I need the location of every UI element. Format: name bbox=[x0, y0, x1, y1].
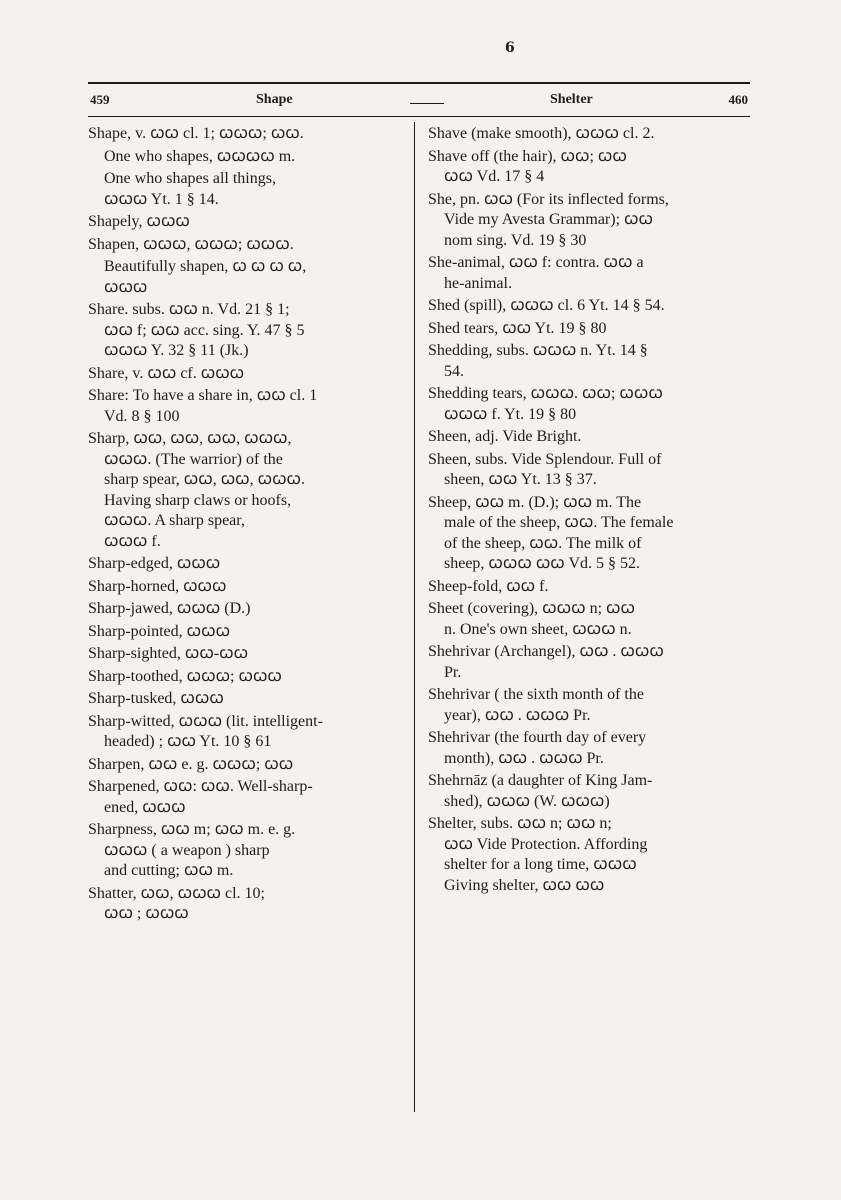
entry-line: Sharp-jawed, ꞷꞷꞷ (D.) bbox=[88, 600, 251, 617]
entry-line: Shehrnāz (a daughter of King Jam- bbox=[428, 772, 653, 789]
dictionary-entry bbox=[428, 147, 744, 188]
dictionary-entry bbox=[88, 169, 406, 210]
left-column bbox=[88, 124, 406, 927]
dictionary-entry bbox=[88, 689, 406, 710]
entry-line: Sheen, subs. Vide Splendour. Full of bbox=[428, 450, 662, 468]
dictionary-entry bbox=[428, 642, 744, 683]
right-column bbox=[428, 124, 744, 898]
entry-line: ꞷꞷ Vd. 17 § 4 bbox=[444, 168, 545, 185]
dictionary-entry bbox=[88, 124, 406, 145]
dictionary-entry bbox=[88, 364, 406, 385]
entry-line: sheen, ꞷꞷ Yt. 13 § 37. bbox=[444, 471, 597, 488]
dictionary-entry bbox=[88, 235, 406, 256]
entry-line: sharp spear, ꞷꞷ, ꞷꞷ, ꞷꞷꞷ. bbox=[104, 471, 306, 488]
entry-line: Shedding tears, ꞷꞷꞷ. ꞷꞷ; ꞷꞷꞷ bbox=[428, 385, 663, 402]
dictionary-entry bbox=[428, 341, 744, 382]
entry-line: One who shapes, ꞷꞷꞷꞷ m. bbox=[104, 147, 296, 165]
entry-line: Vide my Avesta Grammar); ꞷꞷ bbox=[444, 211, 653, 228]
dictionary-entry bbox=[428, 450, 744, 491]
entry-line: Sharpen, ꞷꞷ e. g. ꞷꞷꞷ; ꞷꞷ bbox=[88, 755, 294, 773]
dictionary-entry bbox=[88, 429, 406, 552]
entry-line: male of the sheep, ꞷꞷ. The female bbox=[444, 514, 674, 531]
entry-line: and cutting; ꞷꞷ m. bbox=[104, 862, 234, 879]
dictionary-entry bbox=[88, 712, 406, 753]
entry-line: Shehrivar ( the sixth month of the bbox=[428, 686, 644, 703]
entry-line: Shapely, ꞷꞷꞷ bbox=[88, 213, 190, 230]
entry-line: Sharp-edged, ꞷꞷꞷ bbox=[88, 555, 221, 572]
entry-line: ꞷꞷꞷ ( a weapon ) sharp bbox=[104, 841, 270, 859]
dictionary-entry bbox=[88, 300, 406, 362]
entry-line: ꞷꞷꞷ Y. 32 § 11 (Jk.) bbox=[104, 342, 249, 359]
entry-line: Share, v. ꞷꞷ cf. ꞷꞷꞷ bbox=[88, 364, 245, 382]
dictionary-entry bbox=[88, 755, 406, 776]
dictionary-entry bbox=[88, 622, 406, 643]
entry-line: ꞷꞷ f; ꞷꞷ acc. sing. Y. 47 § 5 bbox=[104, 321, 305, 339]
dictionary-entry bbox=[428, 577, 744, 598]
entry-line: ened, ꞷꞷꞷ bbox=[104, 798, 186, 816]
entry-line: Shave off (the hair), ꞷꞷ; ꞷꞷ bbox=[428, 147, 627, 165]
entry-line: One who shapes all things, bbox=[104, 170, 276, 187]
entry-line: Sharp-pointed, ꞷꞷꞷ bbox=[88, 622, 231, 640]
dictionary-entry bbox=[88, 386, 406, 427]
entry-line: She-animal, ꞷꞷ f: contra. ꞷꞷ a bbox=[428, 254, 644, 271]
entry-line: year), ꞷꞷ . ꞷꞷꞷ Pr. bbox=[444, 706, 591, 724]
dictionary-entry bbox=[428, 296, 744, 317]
dictionary-entry bbox=[88, 667, 406, 688]
entry-line: Sharpened, ꞷꞷ: ꞷꞷ. Well-sharp- bbox=[88, 778, 313, 795]
dictionary-entry bbox=[428, 384, 744, 425]
running-header bbox=[88, 82, 750, 114]
dictionary-entry bbox=[428, 771, 744, 812]
entry-line: Shehrivar (the fourth day of every bbox=[428, 729, 647, 746]
entry-line: he-animal. bbox=[444, 274, 512, 292]
dictionary-entry bbox=[88, 554, 406, 575]
entry-line: 54. bbox=[444, 362, 464, 380]
dictionary-entry bbox=[88, 820, 406, 882]
entry-line: Shatter, ꞷꞷ, ꞷꞷꞷ cl. 10; bbox=[88, 884, 265, 902]
entry-line: Sharp, ꞷꞷ, ꞷꞷ, ꞷꞷ, ꞷꞷꞷ, bbox=[88, 430, 292, 447]
entry-line: Vd. 8 § 100 bbox=[104, 407, 180, 425]
entry-line: Pr. bbox=[444, 663, 462, 681]
entry-line: Sharp-toothed, ꞷꞷꞷ; ꞷꞷꞷ bbox=[88, 667, 282, 685]
dictionary-entry bbox=[428, 599, 744, 640]
dictionary-entry bbox=[88, 577, 406, 598]
entry-line: Shedding, subs. ꞷꞷꞷ n. Yt. 14 § bbox=[428, 342, 648, 359]
entry-line: ꞷꞷꞷ. (The warrior) of the bbox=[104, 450, 283, 468]
entry-line: nom sing. Vd. 19 § 30 bbox=[444, 231, 587, 249]
entry-line: ꞷꞷꞷ bbox=[104, 278, 148, 296]
entry-line: n. One's own sheet, ꞷꞷꞷ n. bbox=[444, 620, 632, 638]
top-mark: 6 bbox=[505, 40, 515, 56]
page-number-left: 459 bbox=[90, 92, 110, 107]
header-dash bbox=[410, 103, 444, 104]
entry-line: ꞷꞷꞷ. A sharp spear, bbox=[104, 512, 245, 529]
entry-line: ꞷꞷꞷ Yt. 1 § 14. bbox=[104, 190, 219, 208]
entry-line: Shave (make smooth), ꞷꞷꞷ cl. 2. bbox=[428, 125, 655, 142]
dictionary-entry bbox=[428, 814, 744, 896]
dictionary-entry bbox=[428, 493, 744, 575]
dictionary-entry bbox=[88, 644, 406, 665]
page-number-right: 460 bbox=[728, 92, 748, 107]
guide-word-right: Shelter bbox=[550, 92, 593, 107]
entry-line: Sheep, ꞷꞷ m. (D.); ꞷꞷ m. The bbox=[428, 493, 642, 511]
entry-line: Sharp-horned, ꞷꞷꞷ bbox=[88, 577, 227, 595]
guide-word-left: Shape bbox=[256, 92, 293, 107]
entry-line: headed) ; ꞷꞷ Yt. 10 § 61 bbox=[104, 733, 272, 750]
entry-line: Sheet (covering), ꞷꞷꞷ n; ꞷꞷ bbox=[428, 600, 635, 617]
dictionary-entry bbox=[428, 253, 744, 294]
entry-line: Shapen, ꞷꞷꞷ, ꞷꞷꞷ; ꞷꞷꞷ. bbox=[88, 235, 294, 253]
entry-line: Sharp-witted, ꞷꞷꞷ (lit. intelligent- bbox=[88, 712, 323, 730]
entry-line: Beautifully shapen, ꞷ ꞷ ꞷ ꞷ, bbox=[104, 258, 307, 275]
entry-line: Sheep-fold, ꞷꞷ f. bbox=[428, 577, 549, 595]
entry-line: month), ꞷꞷ . ꞷꞷꞷ Pr. bbox=[444, 749, 604, 767]
dictionary-entry bbox=[88, 884, 406, 925]
entry-line: Share: To have a share in, ꞷꞷ cl. 1 bbox=[88, 387, 318, 404]
entry-line: of the sheep, ꞷꞷ. The milk of bbox=[444, 534, 642, 552]
entry-line: ꞷꞷꞷ f. bbox=[104, 532, 161, 550]
entry-line: Having sharp claws or hoofs, bbox=[104, 491, 292, 509]
entry-line: Sheen, adj. Vide Bright. bbox=[428, 428, 582, 445]
entry-line: Shed (spill), ꞷꞷꞷ cl. 6 Yt. 14 § 54. bbox=[428, 297, 665, 314]
entry-line: Shed tears, ꞷꞷ Yt. 19 § 80 bbox=[428, 319, 607, 337]
dictionary-entry bbox=[428, 319, 744, 340]
entry-line: ꞷꞷ ; ꞷꞷꞷ bbox=[104, 905, 189, 922]
entry-line: Sharpness, ꞷꞷ m; ꞷꞷ m. e. g. bbox=[88, 821, 296, 838]
entry-line: ꞷꞷꞷ f. Yt. 19 § 80 bbox=[444, 405, 577, 423]
dictionary-entry bbox=[88, 777, 406, 818]
entry-line: Shehrivar (Archangel), ꞷꞷ . ꞷꞷꞷ bbox=[428, 643, 664, 660]
header-rule bbox=[88, 116, 750, 117]
entry-line: Giving shelter, ꞷꞷ ꞷꞷ bbox=[444, 876, 605, 894]
dictionary-entry bbox=[428, 728, 744, 769]
dictionary-entry bbox=[88, 257, 406, 298]
dictionary-entry bbox=[428, 685, 744, 726]
dictionary-entry bbox=[88, 147, 406, 168]
entry-line: She, pn. ꞷꞷ (For its inflected forms, bbox=[428, 190, 669, 208]
entry-line: sheep, ꞷꞷꞷ ꞷꞷ Vd. 5 § 52. bbox=[444, 555, 641, 572]
column-divider bbox=[414, 122, 415, 1112]
dictionary-entry bbox=[428, 427, 744, 448]
entry-line: ꞷꞷ Vide Protection. Affording bbox=[444, 835, 648, 853]
entry-line: shelter for a long time, ꞷꞷꞷ bbox=[444, 856, 637, 873]
entry-line: Shelter, subs. ꞷꞷ n; ꞷꞷ n; bbox=[428, 815, 612, 832]
entry-line: Share. subs. ꞷꞷ n. Vd. 21 § 1; bbox=[88, 301, 290, 318]
dictionary-entry bbox=[428, 124, 744, 145]
entry-line: Shape, v. ꞷꞷ cl. 1; ꞷꞷꞷ; ꞷꞷ. bbox=[88, 125, 304, 142]
entry-line: Sharp-sighted, ꞷꞷ-ꞷꞷ bbox=[88, 645, 249, 662]
dictionary-entry bbox=[88, 212, 406, 233]
dictionary-entry bbox=[428, 190, 744, 252]
entry-line: shed), ꞷꞷꞷ (W. ꞷꞷꞷ) bbox=[444, 792, 610, 810]
dictionary-entry bbox=[88, 599, 406, 620]
entry-line: Sharp-tusked, ꞷꞷꞷ bbox=[88, 690, 224, 707]
